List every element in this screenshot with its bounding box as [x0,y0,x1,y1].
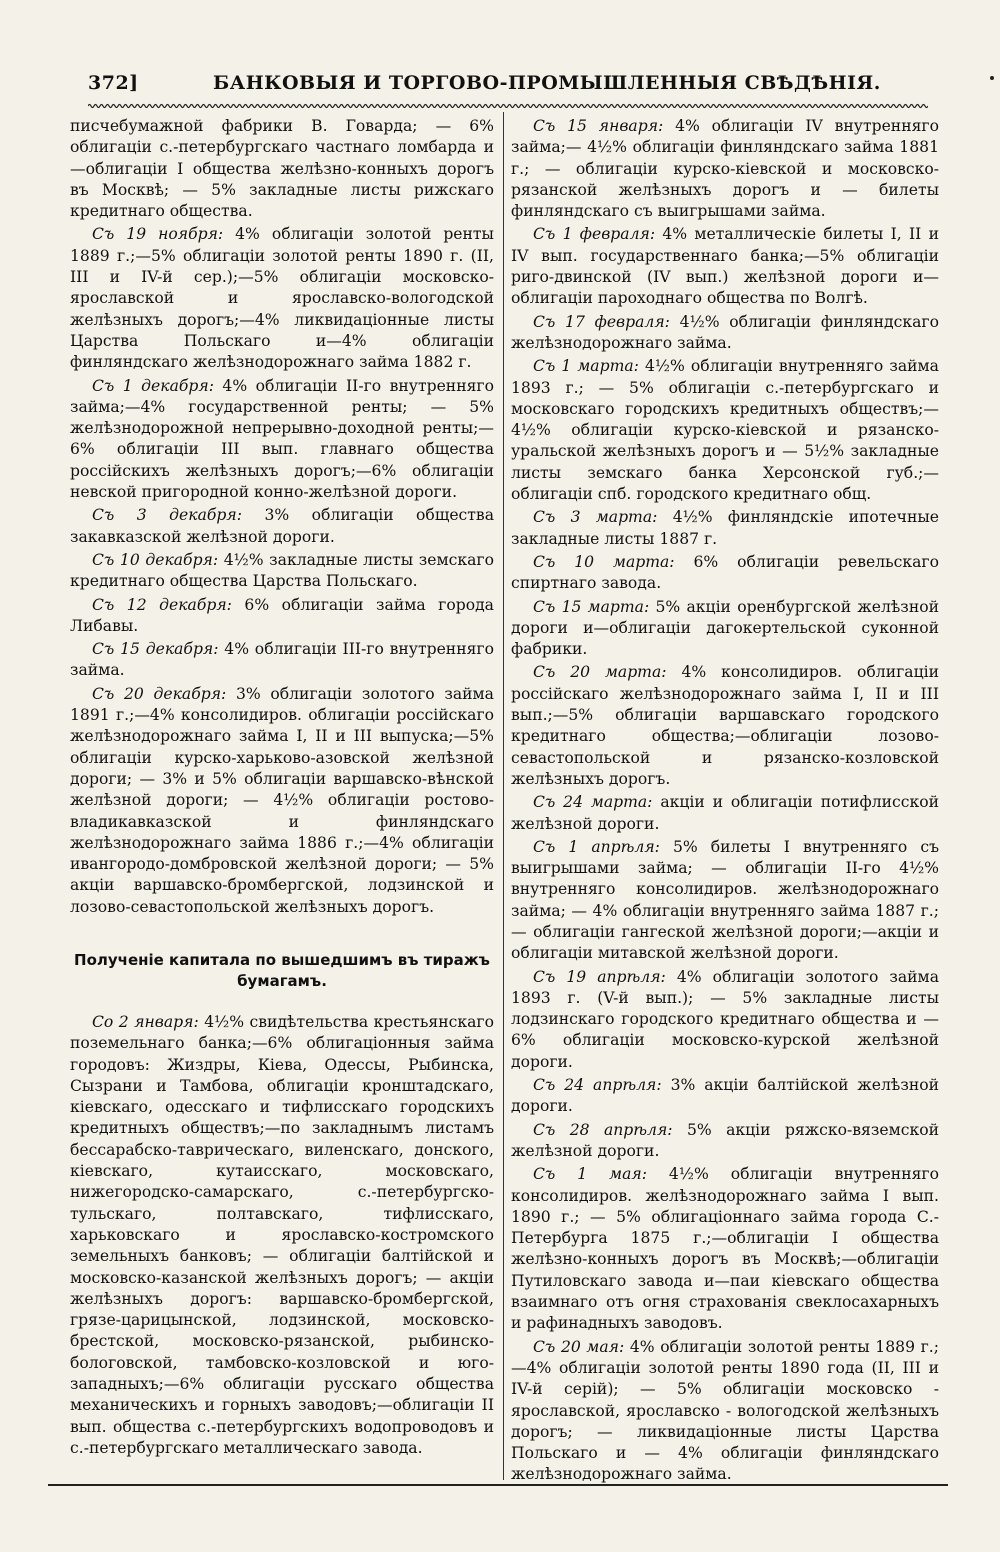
entry-paragraph [511,1337,939,1486]
entry-text: 4% облигаціи золотой ренты 1889 г.;—5% облигаціи золотой ренты 1890 г. (II, III и IV-й сер.);—5% облигаціи московско-ярославской и ярославско-вологодской желѣзныхъ дорогъ;—4% ликвидаціонные листы Царства Польскаго и—4% облигаціи финляндскаго желѣзнодорожнаго займа 1882 г. [70,225,494,372]
entry-date: Съ 10 декабря: [92,550,219,569]
entry-paragraph [70,595,494,638]
header-wavy-rule [88,101,928,111]
entry-date: Съ 12 декабря: [92,595,232,614]
entry-text: 3% облигаціи общества закавказской желѣзной дороги. [70,506,494,546]
entry-date: Съ 15 января: [533,117,664,135]
section-entry [70,1012,494,1459]
column-divider [503,112,504,1480]
entry-date: Съ 1 мая: [533,1165,647,1184]
entry-paragraph [70,684,494,918]
entry-text: 4% облигаціи II-го внутренняго займа;—4% государственной ренты; — 5% желѣзнодорожной непрерывно-доходной ренты;—6% облигаціи III вып. главнаго общества россійскихъ желѣзныхъ дорогъ;—6% облигаціи невской пригородной конно-желѣзной дороги. [70,376,494,502]
entry-date: Съ 15 марта: [533,597,650,616]
entry-paragraph [70,224,494,373]
entry-text: 3% акціи балтійской желѣзной дороги. [511,1076,939,1116]
right-column [511,116,939,1488]
entry-date: Съ 20 мая: [533,1337,625,1356]
entry-text: 4% облигаціи III-го внутренняго займа. [70,640,494,680]
entry-date: Съ 3 декабря: [92,506,242,525]
entry-date: Съ 3 марта: [533,508,658,527]
entry-text: 4½% облигаціи внутренняго займа 1893 г.; — 5% облигаціи с.-петербургскаго и московскаго городскихъ кредитныхъ обществъ;—4½% облигаціи курско-кіевской и рязанско-уральской желѣзныхъ дорогъ и — 5½% закладные листы земскаго банка Херсонской губ.;— облигаціи спб. городского кредитнаго общ. [511,357,939,504]
entry-paragraph [70,639,494,682]
entry-paragraph [511,1164,939,1334]
page-header [88,70,928,102]
entry-paragraph [70,505,494,548]
entry-text: 4% облигаціи золотой ренты 1889 г.;—4% облигаціи золотой ренты 1890 года (II, III и IV-й серій); — 5% облигаціи московско - ярославской, ярославско - вологодской желѣзныхъ дорогъ; — ликвидаціонные листы Царства Польскаго и — 4% облигаціи финляндскаго желѣзнодорожнаго займа. [511,1337,940,1484]
entry-date: Съ 10 марта: [533,552,675,571]
entry-date: Съ 1 февраля: [533,225,656,244]
bottom-rule [48,1484,948,1486]
entry-date: Съ 1 декабря: [92,376,214,395]
entry-paragraph [511,507,939,550]
entry-date: Съ 1 апрѣля: [533,837,660,856]
entry-date: Съ 15 декабря: [92,640,219,659]
section-heading: Полученіе капитала по вышедшимъ въ тиражъ бумагамъ. [74,950,490,990]
entry-date: Съ 20 декабря: [92,684,227,703]
entry-text: 4½% облигаціи внутренняго консолидиров. желѣзнодорожнаго займа I вып. 1890 г.; — 5% облигаціоннаго займа города С.-Петербурга 1875 г.;—облигаціи I общества желѣзно-конныхъ дорогъ въ Москвѣ;—облигаціи Путиловскаго завода и—паи кіевскаго общества взаимнаго отъ огня страхованія свеклосахарныхъ и рафинадныхъ заводовъ. [511,1165,939,1333]
entry-text: 6% облигаціи займа города Либавы. [70,595,494,635]
margin-mark [990,76,994,80]
entry-date: Съ 19 апрѣля: [533,967,666,986]
entry-paragraph [511,597,939,661]
entry-paragraph [511,552,939,595]
running-title: БАНКОВЫЯ И ТОРГОВО-ПРОМЫШЛЕННЫЯ СВѢДѢНІЯ. [213,72,881,94]
entry-date: Съ 1 марта: [533,357,639,376]
entry-paragraph [511,837,939,965]
entry-paragraph [511,967,939,1073]
entry-date: Съ 24 марта: [533,793,653,812]
continued-paragraph: писчебумажной фабрики В. Говарда; — 6% облигаціи с.-петербургскаго частнаго ломбарда и—облигаціи I общества желѣзно-конныхъ дорогъ въ Москвѣ; — 5% закладные листы рижскаго кредитнаго общества. [70,117,494,221]
entry-paragraph [511,224,939,309]
left-entries [70,224,494,918]
entry-paragraph [511,356,939,505]
entry-text: 4% облигаціи золотого займа 1893 г. (V-й вып.); — 5% закладные листы лодзинскаго городского кредитнаго общества и — 6% облигаціи московско-курской желѣзной дороги. [511,967,939,1071]
entry-text: акціи и облигаціи потифлисской желѣзной дороги. [511,793,939,833]
entry-text: 6% облигаціи ревельскаго спиртнаго завода. [511,552,939,593]
entry-paragraph [511,312,939,355]
entry-date: Съ 19 ноября: [92,225,224,244]
entry-text: 4½% закладные листы земскаго кредитнаго общества Царства Польскаго. [70,550,494,591]
entry-date: Съ 24 апрѣля: [533,1076,662,1095]
entry-text: 4% консолидиров. облигаціи россійскаго желѣзнодорожнаго займа I, II и III вып.;—5% облигаціи варшавскаго городского кредитнаго общества;—облигаціи лозово-севастопольской и рязанско-козловской желѣзныхъ дорогъ. [511,663,939,788]
entry-text: 3% облигаціи золотого займа 1891 г.;—4% консолидиров. облигаціи россійскаго желѣзнодорожнаго займа I, II и III выпуска;—5% облигаціи курско-харьково-азовской желѣзной дороги; — 3% и 5% облигаціи варшавско-вѣнской желѣзной дороги; — 4½% облигаціи ростово-владикавказской и финляндскаго желѣзнодорожнаго займа 1886 г.;—4% облигаціи ивангородо-домбровской желѣзной дороги; — 5% акціи варшавско-бромбергской, лодзинской и лозово-севастопольской желѣзныхъ дорогъ. [70,684,494,916]
entry-text: 4½% свидѣтельства крестьянскаго поземельнаго банка;—6% облигаціонныя займа городовъ: Жиздры, Кіева, Одессы, Рыбинска, Сызрани и Тамбова, облигаціи кронштадскаго, кіевскаго, одесскаго и тифлисскаго городскихъ кредитныхъ обществъ;—по закладнымъ листамъ бессарабско-таврическаго, виленскаго, донского, кіевскаго, кутаисскаго, московскаго, нижегородско-самарскаго, с.-петербургско-тульскаго, полтавскаго, тифлисскаго, харьковскаго и ярославско-костромского земельныхъ банковъ; — облигаціи балтійской и московско-казанской желѣзныхъ дорогъ; — акціи желѣзныхъ дорогъ: варшавско-бромбергской, грязе-царицынской, лодзинской, московско-брестской, московско-рязанской, рыбинско-бологовской, тамбовско-козловской и юго-западныхъ;—6% облигаціи русскаго общества механическихъ и горныхъ заводовъ;—облигаціи II вып. общества с.-петербургскихъ водопроводовъ и с.-петербургскаго металлическаго завода. [70,1012,494,1457]
entry-paragraph [511,1075,939,1118]
left-column [70,116,494,1459]
entry-text: 5% акціи оренбургской желѣзной дороги и—облигаціи дагокертельской суконной фабрики. [511,597,939,659]
right-entries [511,116,939,1486]
entry-paragraph [511,662,939,790]
entry-paragraph [511,1120,939,1163]
entry-text: 4½% финляндскіе ипотечные закладные листы 1887 г. [511,508,939,548]
entry-date: Съ 17 февраля: [533,312,670,331]
entry-text: 4% металлическіе билеты I, II и IV вып. государственнаго банка;—5% облигаціи риго-двинской (IV вып.) желѣзной дороги и—облигаціи пароходнаго общества по Волгѣ. [511,225,939,308]
entry-paragraph [70,550,494,593]
entry-date: Съ 28 апрѣля: [533,1120,673,1139]
page-number: 372] [88,72,139,94]
entry-date: Со 2 января: [92,1012,199,1031]
entry-date: Съ 20 марта: [533,663,667,682]
entry-text: 4% облигаціи IV внутренняго займа;— 4½% облигаціи финляндскаго займа 1881 г.; — облигаціи курско-кіевской и московско-рязанской желѣзныхъ дорогъ и — билеты финляндскаго съ выигрышами займа. [511,117,939,221]
entry-text: 5% акціи ряжско-вяземской желѣзной дороги. [511,1120,939,1160]
entry-paragraph [70,376,494,504]
entry-text: 5% билеты I внутренняго съ выигрышами займа; — облигаціи II-го 4½% внутренняго консолидиров. желѣзнодорожнаго займа; — 4% облигаціи внутренняго займа 1887 г.; — облигаціи гангеской желѣзной дороги;—акціи и облигаціи митавской желѣзной дороги. [511,837,939,963]
entry-text: 4½% облигаціи финляндскаго желѣзнодорожнаго займа. [511,312,939,352]
entry-paragraph [511,792,939,835]
entry-paragraph [511,116,939,222]
